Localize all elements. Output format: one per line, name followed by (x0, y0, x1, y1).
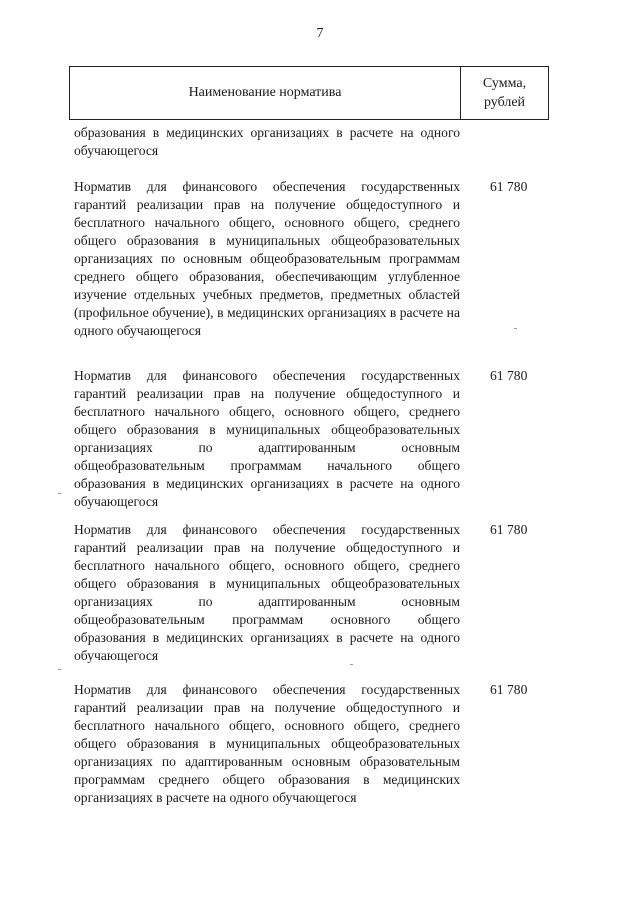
scan-speck (58, 493, 61, 494)
scan-speck (58, 669, 61, 670)
normative-4-amount: 61 780 (490, 682, 528, 697)
continuation-text: образования в медицинских организациях в расчете на одного обучающегося (74, 125, 460, 158)
normative-3-amount: 61 780 (490, 522, 528, 537)
normative-1-text: Норматив для финансового обеспечения государственных гарантий реализации прав на получение общедоступного и бесплатного начального общего, основного общего, среднего общего образования в муниципальных общеобразовательных организациях по основным общеобразовательным программам среднего общего образования, обеспечивающим углубленное изучение отдельных учебных предметов, предметных областей (профильное обучение), в медицинских организациях в расчете на одного обучающегося (74, 179, 460, 338)
normative-2-amount: 61 780 (490, 368, 528, 383)
normative-3-text: Норматив для финансового обеспечения государственных гарантий реализации прав на получение общедоступного и бесплатного начального общего, основного общего, среднего общего образования в муниципальных общеобразовательных организациях по адаптированным основным общеобразовательным программам основного общего образования в медицинских организациях в расчете на одного обучающегося (74, 522, 460, 663)
scan-speck (514, 328, 517, 329)
normative-2-text: Норматив для финансового обеспечения государственных гарантий реализации прав на получение общедоступного и бесплатного начального общего, основного общего, среднего общего образования в муниципальных общеобразовательных организациях по адаптированным основным общеобразовательным программам начального общего образования в медицинских организациях в расчете на одного обучающегося (74, 368, 460, 509)
header-name-column: Наименование норматива (70, 67, 461, 119)
header-sum-column: Сумма, рублей (482, 76, 527, 110)
scan-speck (350, 664, 353, 665)
page-number: 7 (316, 26, 324, 41)
normative-4-text: Норматив для финансового обеспечения государственных гарантий реализации прав на получение общедоступного и бесплатного начального общего, основного общего, среднего общего образования в муниципальных общеобразовательных организациях по адаптированным основным образовательным программам среднего общего образования в медицинских организациях в расчете на одного обучающегося (74, 682, 460, 805)
table-header (69, 66, 549, 120)
normative-1-amount: 61 780 (490, 179, 528, 194)
